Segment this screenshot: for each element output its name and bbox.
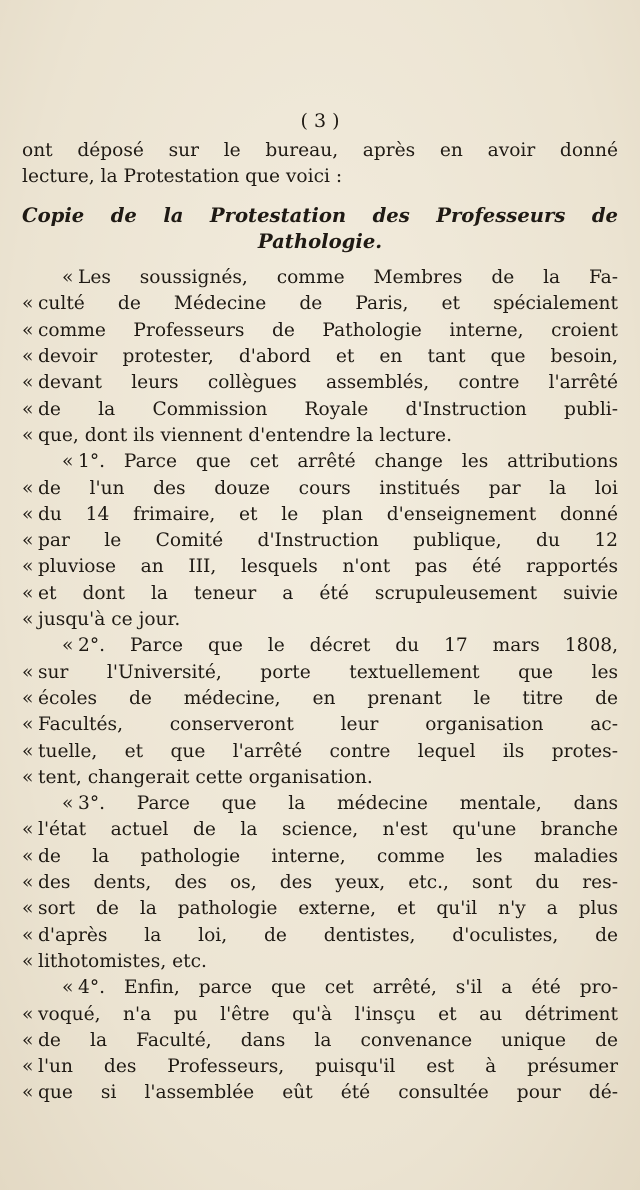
text-line <box>22 607 618 633</box>
quote-mark: « <box>22 556 34 578</box>
text-line <box>22 370 618 396</box>
line-text: de la pathologie interne, comme les maladies <box>38 845 618 867</box>
line-text: par le Comité d'Instruction publique, du 12 <box>38 530 618 552</box>
line-text: pluviose an III, lesquels n'ont pas été rapportés <box>38 556 618 578</box>
text-line <box>22 712 618 738</box>
line-text: sur l'Université, porte textuellement que les <box>38 661 618 683</box>
text-line <box>22 397 618 423</box>
intro-line: lecture, la Protestation que voici : <box>22 166 343 188</box>
quote-mark: « <box>22 872 34 894</box>
protestation-body <box>22 265 618 1107</box>
quote-mark: « <box>62 267 74 289</box>
quote-mark: « <box>22 661 34 683</box>
text-line <box>22 923 618 949</box>
text-line <box>22 449 618 475</box>
text-line <box>22 844 618 870</box>
text-line <box>22 791 618 817</box>
line-text: culté de Médecine de Paris, et spécialement <box>38 293 618 315</box>
text-line <box>22 581 618 607</box>
text-line <box>22 344 618 370</box>
line-text: devant leurs collègues assemblés, contre l'arrêté <box>38 372 618 394</box>
page-text <box>22 138 618 1107</box>
text-line <box>22 502 618 528</box>
text-line <box>22 1080 618 1106</box>
quote-mark: « <box>22 819 34 841</box>
quote-mark: « <box>22 740 34 762</box>
quote-mark: « <box>22 372 34 394</box>
quote-mark: « <box>22 477 34 499</box>
quote-mark: « <box>22 845 34 867</box>
quote-mark: « <box>22 293 34 315</box>
text-line <box>22 1028 618 1054</box>
line-text: voqué, n'a pu l'être qu'à l'insçu et au détriment <box>38 1003 618 1025</box>
text-line <box>22 633 618 659</box>
text-line <box>22 765 618 791</box>
quote-mark: « <box>62 793 74 815</box>
line-text: Les soussignés, comme Membres de la Fa- <box>78 267 618 289</box>
quote-mark: « <box>22 503 34 525</box>
quote-mark: « <box>22 714 34 736</box>
quote-mark: « <box>22 924 34 946</box>
text-line <box>22 554 618 580</box>
quote-mark: « <box>22 398 34 420</box>
text-line <box>22 476 618 502</box>
quote-mark: « <box>22 687 34 709</box>
quote-mark: « <box>22 609 34 631</box>
line-text: écoles de médecine, en prenant le titre de <box>38 687 618 709</box>
text-line <box>22 318 618 344</box>
line-text: de l'un des douze cours institués par la loi <box>38 477 618 499</box>
quote-mark: « <box>22 424 34 446</box>
quote-mark: « <box>22 1029 34 1051</box>
line-text: d'après la loi, de dentistes, d'oculistes, de <box>38 924 618 946</box>
line-text: de la Commission Royale d'Instruction publi- <box>38 398 618 420</box>
line-text: lithotomistes, etc. <box>38 950 207 972</box>
quote-mark: « <box>22 766 34 788</box>
text-line <box>22 975 618 1001</box>
line-text: tuelle, et que l'arrêté contre lequel ils protes- <box>38 740 618 762</box>
text-line <box>22 896 618 922</box>
quote-mark: « <box>62 977 74 999</box>
text-line <box>22 265 618 291</box>
quote-mark: « <box>62 451 74 473</box>
line-text: jusqu'à ce jour. <box>38 609 181 631</box>
line-text: du 14 frimaire, et le plan d'enseignement donné <box>38 503 618 525</box>
line-text: 3°. Parce que la médecine mentale, dans <box>78 793 618 815</box>
line-text: tent, changerait cette organisation. <box>38 766 373 788</box>
line-text: l'état actuel de la science, n'est qu'une branche <box>38 819 618 841</box>
text-line <box>22 686 618 712</box>
text-line <box>22 949 618 975</box>
quote-mark: « <box>22 1082 34 1104</box>
line-text: de la Faculté, dans la convenance unique de <box>38 1029 618 1051</box>
quote-mark: « <box>22 950 34 972</box>
line-text: devoir protester, d'abord et en tant que besoin, <box>38 346 618 368</box>
quote-mark: « <box>22 346 34 368</box>
quote-mark: « <box>22 530 34 552</box>
line-text: 4°. Enfin, parce que cet arrêté, s'il a été pro- <box>78 977 618 999</box>
line-text: que si l'assemblée eût été consultée pour dé- <box>38 1082 618 1104</box>
text-line <box>22 739 618 765</box>
intro-line: ont déposé sur le bureau, après en avoir donné <box>22 140 618 161</box>
line-text: et dont la teneur a été scrupuleusement suivie <box>38 582 618 604</box>
quote-mark: « <box>62 635 74 657</box>
text-line <box>22 1002 618 1028</box>
quote-mark: « <box>22 1003 34 1025</box>
line-text: l'un des Professeurs, puisqu'il est à présumer <box>38 1056 618 1078</box>
text-line <box>22 528 618 554</box>
line-text: 1°. Parce que cet arrêté change les attributions <box>78 451 618 473</box>
text-line <box>22 660 618 686</box>
line-text: Facultés, conserveront leur organisation ac- <box>38 714 618 736</box>
text-line <box>22 1054 618 1080</box>
text-line <box>22 291 618 317</box>
quote-mark: « <box>22 898 34 920</box>
line-text: des dents, des os, des yeux, etc., sont du res- <box>38 872 618 894</box>
line-text: 2°. Parce que le décret du 17 mars 1808, <box>78 635 618 657</box>
heading-line: Pathologie. <box>257 229 383 253</box>
line-text: que, dont ils viennent d'entendre la lecture. <box>38 424 452 446</box>
text-line <box>22 817 618 843</box>
line-text: sort de la pathologie externe, et qu'il n'y a plus <box>38 898 618 920</box>
heading-line: Copie de la Protestation des Professeurs de <box>22 203 618 227</box>
quote-mark: « <box>22 1056 34 1078</box>
text-line <box>22 870 618 896</box>
quote-mark: « <box>22 582 34 604</box>
line-text: comme Professeurs de Pathologie interne, croient <box>38 319 618 341</box>
text-line <box>22 423 618 449</box>
page-number: ( 3 ) <box>300 110 340 132</box>
quote-mark: « <box>22 319 34 341</box>
